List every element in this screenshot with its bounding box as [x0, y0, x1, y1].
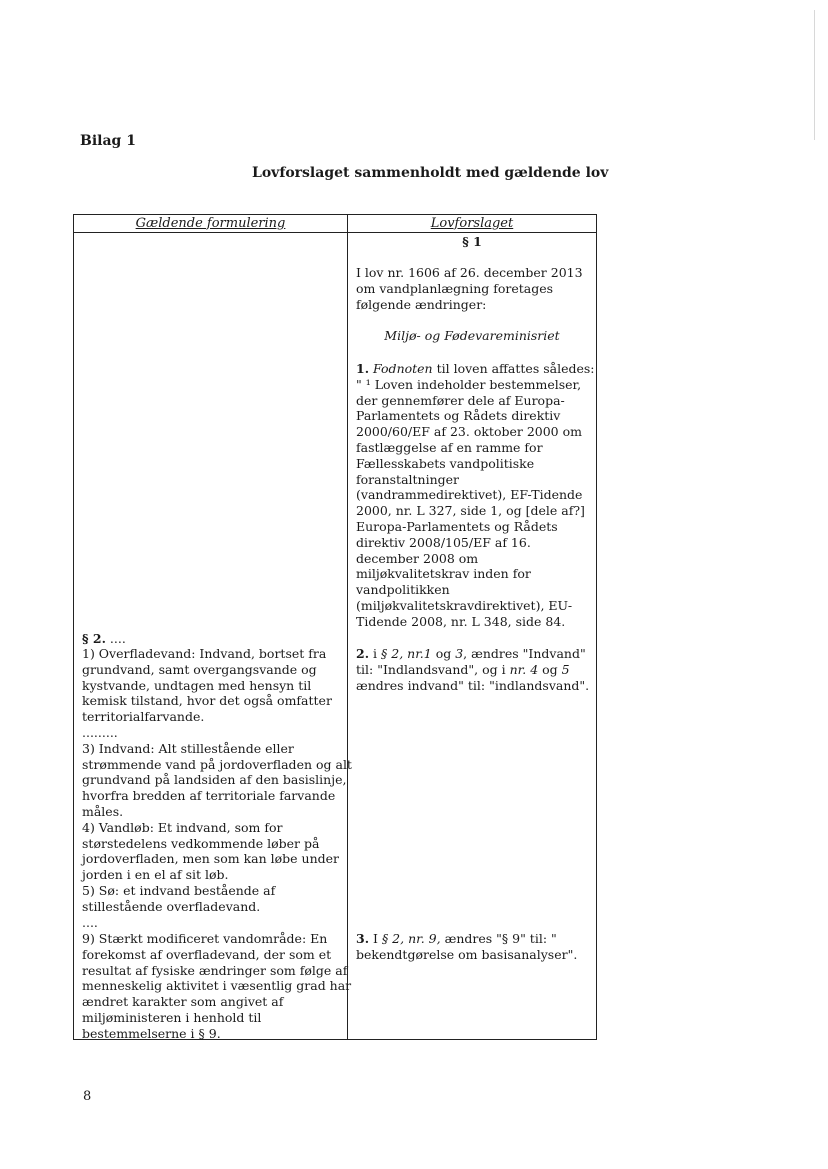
header-divider — [74, 232, 596, 233]
column-header-bill: Lovforslaget — [430, 216, 514, 231]
page-title: Lovforslaget sammenholdt med gældende lov — [252, 165, 609, 181]
page-number: 8 — [83, 1089, 92, 1104]
ministry-name: Miljø- og Fødevareminisriet — [384, 328, 560, 343]
column-header-current-wording: Gældende formulering — [135, 216, 286, 231]
scan-edge-mark — [814, 10, 815, 140]
section-1-heading: § 1 — [462, 234, 482, 249]
comparison-table — [73, 214, 597, 1040]
current-definition-9: 9) Stærkt modificeret vandområde: En forekomst af overfladevand, der som et resultat af fysiske ændringer som følge af menneskelig aktivitet i væsentlig grad har ændret karakter som angivet af miljøministeren i henhold til bestemmelserne i § 9. — [82, 931, 352, 1041]
amendment-1: 1. Fodnoten til loven affattes således: " ¹ Loven indeholder bestemmelser, der gennemfører dele af Europa- Parlamentets og Rådets direktiv 2000/60/EF af 23. oktober 2000 om fastlæggelse af en ramme for Fællesskabets vandpolitiske foranstaltninger (vandrammedirektivet), EF-Tidende 2000, nr. L 327, side 1, og [dele af?] Europa-Parlamentets og Rådets direktiv 2008/105/EF af 16. december 2008 om miljøkvalitetskrav inden for vandpolitikken (miljøkvalitetskravdirektivet), EU- Tidende 2008, nr. L 348, side 84. — [356, 361, 595, 629]
current-section-2-heading: § 2. .... — [82, 631, 126, 646]
appendix-label: Bilag 1 — [80, 133, 136, 149]
bill-intro: I lov nr. 1606 af 26. december 2013 om vandplanlægning foretages følgende ændringer: — [356, 265, 583, 312]
amendment-2: 2. i § 2, nr.1 og 3, ændres "Indvand" til: "Indlandsvand", og i nr. 4 og 5 ændres indvand" til: "indlandsvand". — [356, 646, 590, 693]
amendment-3: 3. I § 2, nr. 9, ændres "§ 9" til: " bekendtgørelse om basisanalyser". — [356, 931, 578, 962]
current-definitions-block: 1) Overfladevand: Indvand, bortset fra grundvand, samt overgangsvande og kystvande, undtagen med hensyn til kemisk tilstand, hvor det også omfatter territorialfarvande. ......... 3) Indvand: Alt stillestående eller strømmende vand på jordoverfladen og alt grundvand på landsiden af den basislinje, hvorfra bredden af territoriale farvande måles. 4) Vandløb: Et indvand, som for størstedelens vedkommende løber på jordoverfladen, men som kan løbe under jorden i en el af sit løb. 5) Sø: et indvand bestående af stillestående overfladevand. .... — [82, 646, 352, 930]
